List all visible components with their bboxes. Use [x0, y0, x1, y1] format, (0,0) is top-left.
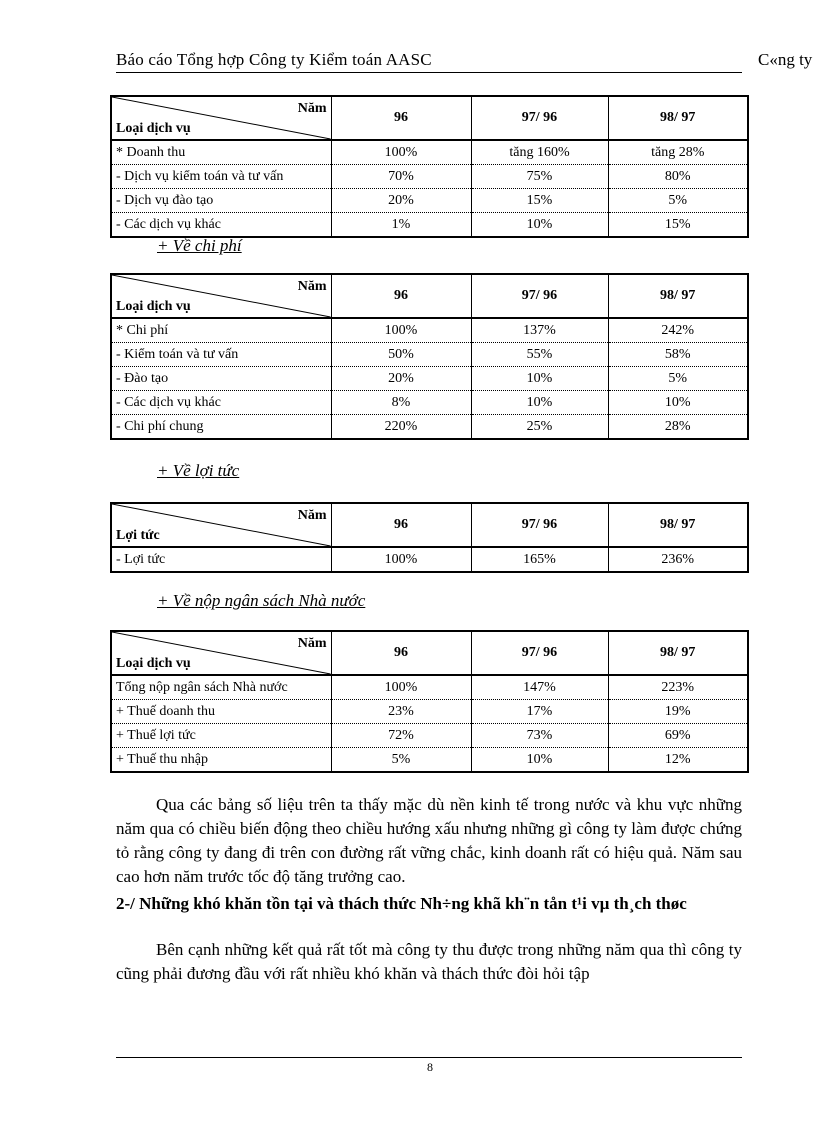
table-header-row	[111, 274, 748, 318]
paragraph-challenges-text: Bên cạnh những kết quả rất tốt mà công ty thu được trong những năm qua thì công ty cũng phải đương đầu với rất nhiều khó khăn và thách thức đòi hỏi tập	[116, 940, 742, 983]
table-cell: 73%	[471, 724, 608, 748]
table-cell: tăng 160%	[471, 140, 608, 165]
table-cell: 20%	[331, 189, 471, 213]
table-row	[111, 675, 748, 700]
table-cell: 147%	[471, 675, 608, 700]
header-title: Báo cáo Tổng hợp Công ty Kiểm toán AASC	[116, 50, 432, 69]
page-number: 8	[427, 1060, 433, 1074]
table-row	[111, 724, 748, 748]
corner-label-category: Lợi tức	[116, 528, 160, 543]
table-cell: 5%	[331, 748, 471, 773]
table-cell: 137%	[471, 318, 608, 343]
table-row	[111, 415, 748, 440]
table-cell: 12%	[608, 748, 748, 773]
table-cell: 58%	[608, 343, 748, 367]
table-row	[111, 140, 748, 165]
column-header: 98/ 97	[608, 631, 748, 675]
table-row	[111, 213, 748, 238]
section-cost-heading: + Về chi phí	[157, 236, 242, 255]
column-header: 97/ 96	[471, 631, 608, 675]
table-corner-cell	[111, 631, 331, 675]
budget-table	[110, 630, 749, 773]
table-cell: 72%	[331, 724, 471, 748]
table-cell: 17%	[471, 700, 608, 724]
table-cell: 242%	[608, 318, 748, 343]
column-header: 97/ 96	[471, 274, 608, 318]
column-header: 98/ 97	[608, 96, 748, 140]
row-label: + Thuế lợi tức	[111, 724, 331, 748]
table-corner-cell	[111, 274, 331, 318]
table-cell: 23%	[331, 700, 471, 724]
table-cell: 15%	[471, 189, 608, 213]
row-label: - Các dịch vụ khác	[116, 216, 221, 232]
table-row	[111, 343, 748, 367]
row-label: * Chi phí	[111, 318, 331, 343]
table-row	[111, 367, 748, 391]
section-profit-heading: + Về lợi tức	[157, 461, 240, 480]
column-header: 98/ 97	[608, 503, 748, 547]
table-cell: 5%	[608, 189, 748, 213]
table-cell: 20%	[331, 367, 471, 391]
table-cell: 25%	[471, 415, 608, 440]
corner-label-category: Loại dịch vụ	[116, 121, 191, 136]
table-row	[111, 318, 748, 343]
paragraph-summary	[116, 793, 742, 889]
table-cell: 100%	[331, 318, 471, 343]
table-cell: 8%	[331, 391, 471, 415]
table-cell: 55%	[471, 343, 608, 367]
column-header: 96	[331, 503, 471, 547]
header-divider	[116, 72, 742, 73]
table-cell: 80%	[608, 165, 748, 189]
table-cell: 19%	[608, 700, 748, 724]
section-2-heading: 2-/ Những khó khăn tồn tại và thách thức Nh÷ng khã kh¨n tån t¹i vµ th¸ch thøc	[116, 894, 687, 913]
table-cell: 50%	[331, 343, 471, 367]
table-row	[111, 547, 748, 572]
table-row	[111, 700, 748, 724]
table-cell: 1%	[331, 213, 471, 238]
cost-table	[110, 273, 749, 440]
row-label: + Thuế thu nhập	[116, 751, 209, 767]
table-row	[111, 748, 748, 773]
table-corner-cell	[111, 503, 331, 547]
table-header-row	[111, 503, 748, 547]
row-label: Tổng nộp ngân sách Nhà nước	[111, 675, 331, 700]
table-cell: 15%	[608, 213, 748, 238]
table-row	[111, 189, 748, 213]
table-cell: 236%	[608, 547, 748, 572]
footer-divider	[116, 1057, 742, 1058]
row-label: - Đào tạo	[111, 367, 331, 391]
revenue-table	[110, 95, 749, 238]
row-label: - Kiểm toán và tư vấn	[111, 343, 331, 367]
table-cell: tăng 28%	[608, 140, 748, 165]
row-label: * Doanh thu	[111, 140, 331, 165]
table-corner-cell	[111, 96, 331, 140]
corner-label-year: Năm	[297, 636, 327, 651]
table-cell: 75%	[471, 165, 608, 189]
table-cell: 223%	[608, 675, 748, 700]
column-header: 96	[331, 631, 471, 675]
corner-label-year: Năm	[297, 101, 327, 116]
table-header-row	[111, 96, 748, 140]
table-cell: 100%	[331, 547, 471, 572]
table-cell: 220%	[331, 415, 471, 440]
table-row	[111, 391, 748, 415]
table-cell: 100%	[331, 140, 471, 165]
column-header: 97/ 96	[471, 503, 608, 547]
row-label: - Dịch vụ kiểm toán và tư vấn	[111, 165, 331, 189]
profit-table	[110, 502, 749, 573]
table-cell: 10%	[471, 748, 608, 773]
corner-label-category: Loại dịch vụ	[116, 299, 191, 314]
row-label: - Chi phí chung	[116, 418, 204, 434]
row-label: - Lợi tức	[116, 551, 166, 567]
table-cell: 28%	[608, 415, 748, 440]
paragraph-challenges	[116, 938, 742, 986]
table-cell: 10%	[471, 367, 608, 391]
corner-label-category: Loại dịch vụ	[116, 656, 191, 671]
table-cell: 10%	[608, 391, 748, 415]
column-header: 97/ 96	[471, 96, 608, 140]
column-header: 98/ 97	[608, 274, 748, 318]
column-header: 96	[331, 274, 471, 318]
row-label: + Thuế doanh thu	[111, 700, 331, 724]
header-company: C«ng ty	[758, 50, 813, 69]
section-budget-heading: + Về nộp ngân sách Nhà nước	[157, 591, 366, 610]
table-cell: 70%	[331, 165, 471, 189]
table-cell: 100%	[331, 675, 471, 700]
paragraph-summary-text: Qua các bảng số liệu trên ta thấy mặc dù nền kinh tế trong nước và khu vực những năm qua có chiều biến động theo chiều hướng xấu nhưng những gì công ty làm được chứng tỏ rằng công ty đang đi trên con đường rất vững chắc, kinh doanh rất có hiệu quả. Năm sau cao hơn năm trước tốc độ tăng trưởng cao.	[116, 795, 742, 886]
column-header: 96	[331, 96, 471, 140]
corner-label-year: Năm	[297, 279, 327, 294]
table-cell: 10%	[471, 391, 608, 415]
row-label: - Dịch vụ đào tạo	[111, 189, 331, 213]
table-cell: 165%	[471, 547, 608, 572]
table-cell: 5%	[608, 367, 748, 391]
row-label: - Các dịch vụ khác	[111, 391, 331, 415]
corner-label-year: Năm	[297, 508, 327, 523]
table-row	[111, 165, 748, 189]
table-header-row	[111, 631, 748, 675]
table-cell: 69%	[608, 724, 748, 748]
table-cell: 10%	[471, 213, 608, 238]
